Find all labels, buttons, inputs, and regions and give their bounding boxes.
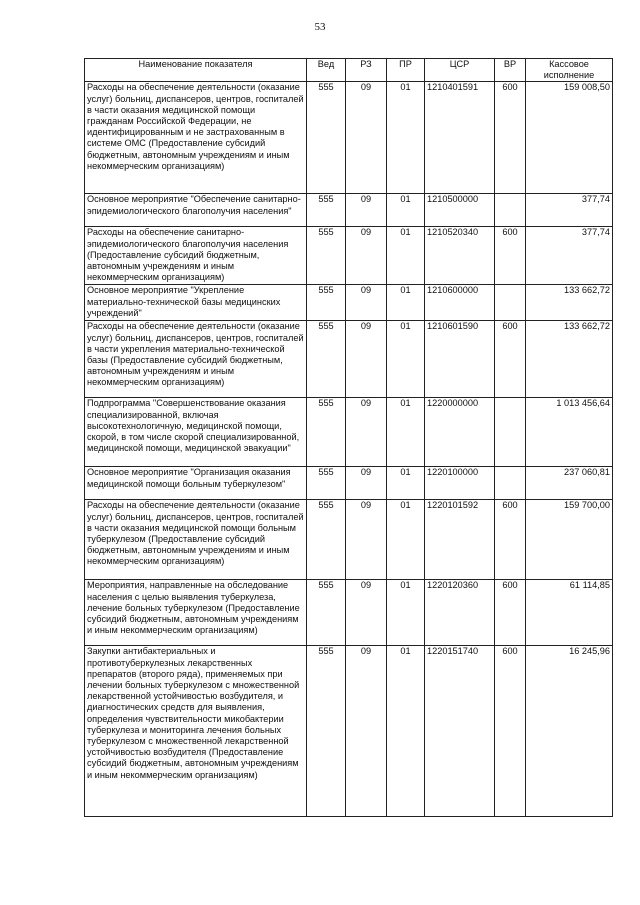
cell-vr: 600 xyxy=(495,321,526,398)
cell-name: Расходы на обеспечение деятельности (оказание услуг) больниц, диспансеров, центров, госпиталей в части оказания медицинской помощи гражданам Российской Федерации, не идентифицированным и не застрахованным в системе ОМС (Предоставление субсидий бюджетным, автономным учреждениям и иным некоммерческим организациям) xyxy=(85,82,307,194)
cell-amount: 61 114,85 xyxy=(526,580,613,646)
cell-pr: 01 xyxy=(387,580,425,646)
cell-vr xyxy=(495,194,526,227)
cell-amount: 133 662,72 xyxy=(526,321,613,398)
header-pr: ПР xyxy=(387,59,425,82)
cell-csr: 1220120360 xyxy=(425,580,495,646)
page-number: 53 xyxy=(314,21,326,33)
cell-pr: 01 xyxy=(387,227,425,285)
cell-csr: 1220000000 xyxy=(425,398,495,467)
cell-rz: 09 xyxy=(346,227,387,285)
cell-amount: 159 008,50 xyxy=(526,82,613,194)
cell-name: Расходы на обеспечение деятельности (оказание услуг) больниц, диспансеров, центров, госпиталей в части оказания медицинской помощи больным туберкулезом (Предоставление субсидий бюджетным, автономным учреждениям и иным некоммерческим организациям) xyxy=(85,500,307,580)
cell-pr: 01 xyxy=(387,82,425,194)
header-vr: ВР xyxy=(495,59,526,82)
cell-ved: 555 xyxy=(307,285,346,321)
cell-ved: 555 xyxy=(307,467,346,500)
cell-vr xyxy=(495,467,526,500)
cell-name: Подпрограмма "Совершенствование оказания специализированной, включая высокотехнологичную, медицинской помощи, скорой, в том числе скорой специализированной, медицинской помощи, медицинской эвакуации" xyxy=(85,398,307,467)
cell-vr: 600 xyxy=(495,646,526,817)
table-header-row xyxy=(85,59,613,82)
cell-rz: 09 xyxy=(346,321,387,398)
cell-csr: 1210520340 xyxy=(425,227,495,285)
budget-execution-table xyxy=(84,58,613,817)
cell-pr: 01 xyxy=(387,321,425,398)
table-row xyxy=(85,82,613,194)
table-row xyxy=(85,194,613,227)
table-row xyxy=(85,227,613,285)
cell-vr: 600 xyxy=(495,227,526,285)
cell-rz: 09 xyxy=(346,194,387,227)
cell-rz: 09 xyxy=(346,398,387,467)
cell-vr: 600 xyxy=(495,500,526,580)
cell-pr: 01 xyxy=(387,646,425,817)
cell-amount: 133 662,72 xyxy=(526,285,613,321)
cell-vr xyxy=(495,398,526,467)
cell-csr: 1220100000 xyxy=(425,467,495,500)
cell-amount: 377,74 xyxy=(526,227,613,285)
cell-rz: 09 xyxy=(346,467,387,500)
cell-ved: 555 xyxy=(307,321,346,398)
cell-amount: 159 700,00 xyxy=(526,500,613,580)
cell-rz: 09 xyxy=(346,82,387,194)
cell-pr: 01 xyxy=(387,500,425,580)
cell-name: Расходы на обеспечение деятельности (оказание услуг) больниц, диспансеров, центров, госпиталей в части укрепления материально-технической базы (Предоставление субсидий бюджетным, автономным учреждениям и иным некоммерческим организациям) xyxy=(85,321,307,398)
cell-ved: 555 xyxy=(307,646,346,817)
cell-csr: 1210601590 xyxy=(425,321,495,398)
cell-amount: 377,74 xyxy=(526,194,613,227)
cell-vr: 600 xyxy=(495,82,526,194)
cell-vr xyxy=(495,285,526,321)
header-rz: РЗ xyxy=(346,59,387,82)
cell-csr: 1220101592 xyxy=(425,500,495,580)
cell-rz: 09 xyxy=(346,580,387,646)
table-row xyxy=(85,467,613,500)
cell-amount: 1 013 456,64 xyxy=(526,398,613,467)
cell-name: Расходы на обеспечение санитарно-эпидемиологического благополучия населения (Предоставление субсидий бюджетным, автономным учреждениям и иным некоммерческим организациям) xyxy=(85,227,307,285)
table-row xyxy=(85,285,613,321)
cell-ved: 555 xyxy=(307,227,346,285)
cell-pr: 01 xyxy=(387,398,425,467)
table-row xyxy=(85,646,613,817)
cell-amount: 237 060,81 xyxy=(526,467,613,500)
cell-ved: 555 xyxy=(307,82,346,194)
header-ved: Вед xyxy=(307,59,346,82)
cell-ved: 555 xyxy=(307,500,346,580)
cell-vr: 600 xyxy=(495,580,526,646)
cell-pr: 01 xyxy=(387,285,425,321)
cell-ved: 555 xyxy=(307,194,346,227)
header-name: Наименование показателя xyxy=(85,59,307,82)
cell-ved: 555 xyxy=(307,398,346,467)
cell-rz: 09 xyxy=(346,285,387,321)
cell-name: Мероприятия, направленные на обследование населения с целью выявления туберкулеза, лечение больных туберкулезом (Предоставление субсидий бюджетным, автономным учреждениям и иным некоммерческим организациям) xyxy=(85,580,307,646)
cell-rz: 09 xyxy=(346,500,387,580)
table-row xyxy=(85,321,613,398)
cell-name: Основное мероприятие "Обеспечение санитарно-эпидемиологического благополучия населения" xyxy=(85,194,307,227)
cell-name: Основное мероприятие "Организация оказания медицинской помощи больным туберкулезом" xyxy=(85,467,307,500)
cell-pr: 01 xyxy=(387,194,425,227)
cell-csr: 1210500000 xyxy=(425,194,495,227)
cell-name: Основное мероприятие "Укрепление материально-технической базы медицинских учреждений" xyxy=(85,285,307,321)
header-csr: ЦСР xyxy=(425,59,495,82)
cell-name: Закупки антибактериальных и противотуберкулезных лекарственных препаратов (второго ряда), применяемых при лечении больных туберкулезом с множественной лекарственной устойчивостью возбудителя, и диагностических средств для выявления, определения чувствительности микобактерии туберкулеза и мониторинга лечения больных туберкулезом с множественной лекарственной устойчивостью возбудителя (Предоставление субсидий бюджетным, автономным учреждениям и иным некоммерческим организациям) xyxy=(85,646,307,817)
header-amount: Кассовое исполнение xyxy=(526,59,613,82)
table-row xyxy=(85,398,613,467)
cell-csr: 1210401591 xyxy=(425,82,495,194)
cell-amount: 16 245,96 xyxy=(526,646,613,817)
cell-pr: 01 xyxy=(387,467,425,500)
cell-csr: 1210600000 xyxy=(425,285,495,321)
cell-ved: 555 xyxy=(307,580,346,646)
cell-csr: 1220151740 xyxy=(425,646,495,817)
table-row xyxy=(85,580,613,646)
table-row xyxy=(85,500,613,580)
cell-rz: 09 xyxy=(346,646,387,817)
